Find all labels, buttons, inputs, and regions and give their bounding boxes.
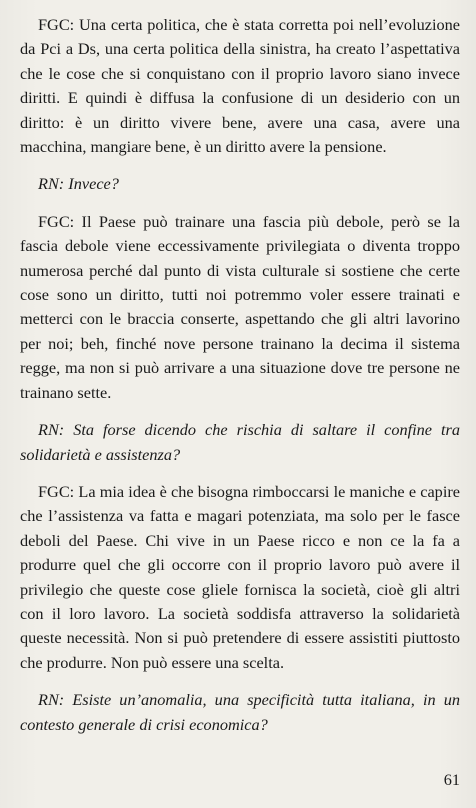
speaker-label: FGC: — [38, 15, 75, 34]
speaker-label: RN: — [38, 174, 65, 194]
paragraph-text: Una certa politica, che è stata corretta poi nell’evoluzione da Pci a Ds, una certa politica della sinistra, ha creato l’aspettativa che le cose che si conquistano con il proprio lavoro siano invece diritti. E quindi è diffusa la confusione di un desiderio con un diritto: è un diritto vivere bene, avere una casa, avere una macchina, mangiare bene, è un diritto avere la pensione. — [20, 15, 460, 157]
paragraph-text: Il Paese può trainare una fascia più debole, però se la fascia debole viene eccessivamente privilegiata o diventa troppo numerosa perché dal punto di vista culturale si sostiene che certe cose sono un diritto, tutti noi potremmo voler essere trainati e metterci con le braccia conserte, aspettando che gli altri lavorino per noi; beh, finché nove persone trainano la decima il sistema regge, ma non si può arrivare a una situazione dove tre persone ne trainano sette. — [20, 211, 460, 402]
speaker-label: RN: — [38, 420, 65, 440]
speaker-label: RN: — [38, 690, 65, 710]
paragraph-question-1 — [20, 172, 460, 196]
paragraph-text: Esiste un’anomalia, una specificità tutta italiana, in un contesto generale di crisi economica? — [20, 690, 460, 734]
paragraph-answer-1 — [20, 13, 460, 159]
paragraph-question-2 — [20, 418, 460, 467]
speaker-label: FGC: — [38, 481, 75, 501]
paragraph-answer-2 — [20, 210, 460, 405]
page-number: 61 — [443, 770, 460, 789]
paragraph-question-3 — [20, 688, 460, 737]
paragraph-text: Invece? — [64, 174, 119, 194]
paragraph-text: La mia idea è che bisogna rimboccarsi le maniche e capire che l’assistenza va fatta e magari potenziata, ma solo per le fasce deboli del Paese. Chi vive in un Paese ricco e non ce la fa a produrre quel che gli occorre con il proprio lavoro può avere il privilegio che queste cose gliele fornisca la società, cioè gli altri con il loro lavoro. La società soddisfa attraverso la solidarietà queste necessità. Non si può pretendere di essere assistiti piuttosto che produrre. Non può essere una scelta. — [20, 481, 460, 672]
speaker-label: FGC: — [38, 211, 75, 231]
paragraph-text: Sta forse dicendo che rischia di saltare il confine tra solidarietà e assistenza? — [20, 420, 460, 464]
paragraph-answer-3 — [20, 480, 460, 675]
